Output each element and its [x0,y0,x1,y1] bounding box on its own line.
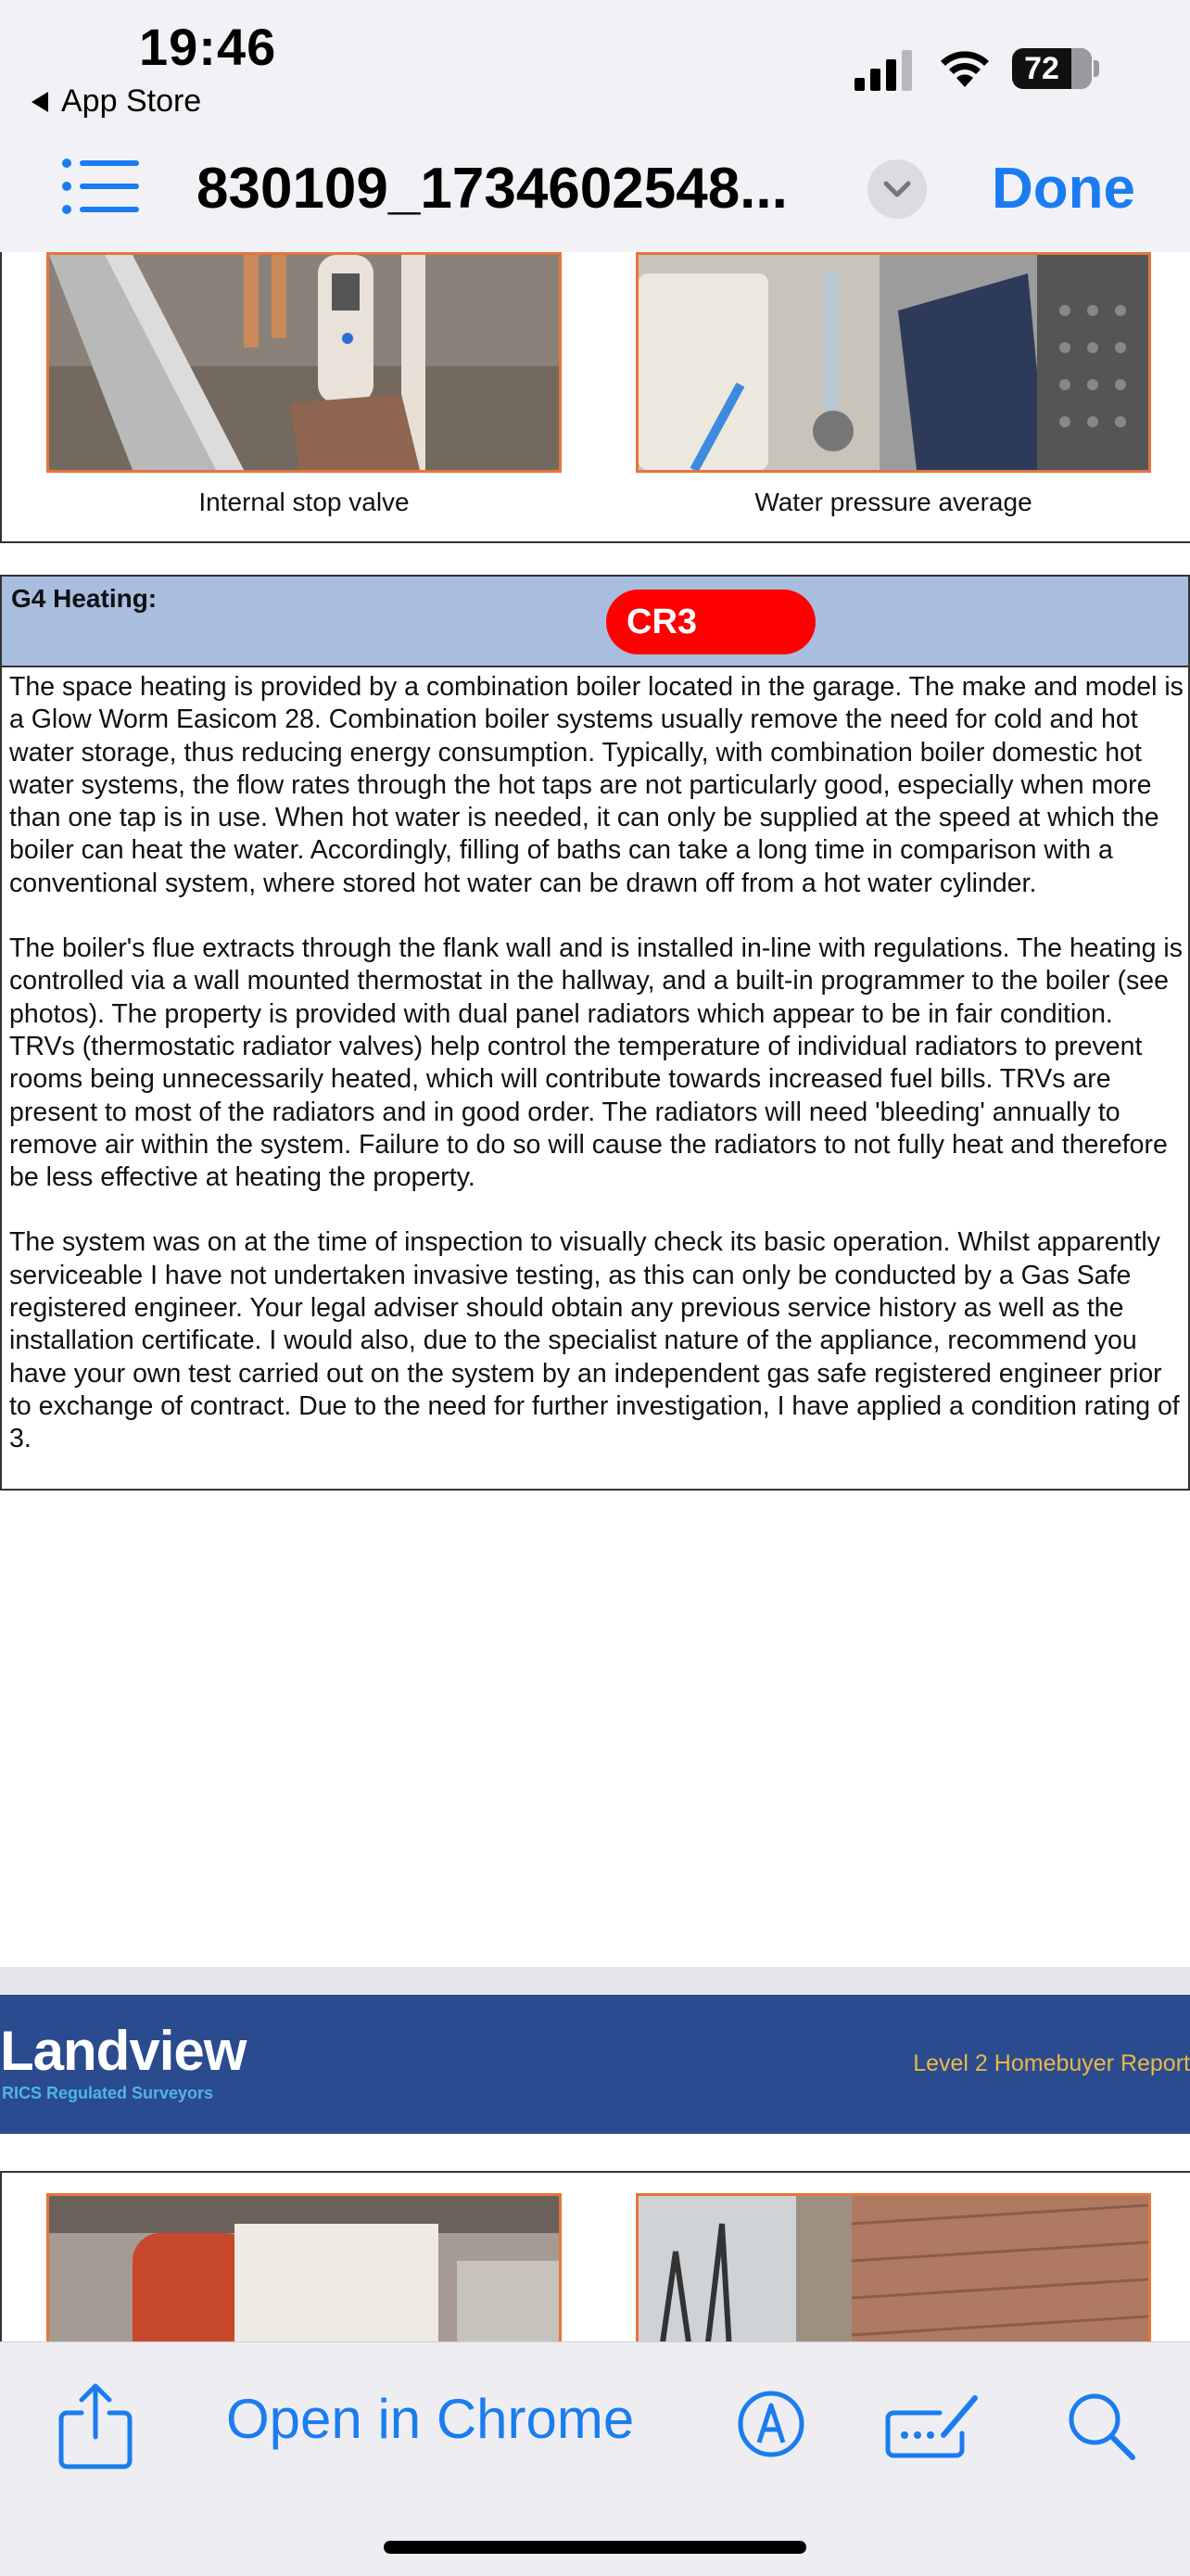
open-in-chrome-button[interactable]: Open in Chrome [226,2388,635,2450]
bottom-toolbar [0,2341,1190,2576]
photo-caption: Internal stop valve [198,488,410,516]
section-heading: G4 Heating: [11,584,158,613]
page-break [0,1967,1190,1995]
edit-form-icon[interactable] [884,2391,981,2461]
body-paragraph: The space heating is provided by a combination boiler located in the garage. The make and model is a Glow Worm Easicom 28. Combination boiler systems usually remove the need for cold and hot water storage, thus reducing energy consumption. Typically, with combination boiler domestic hot water systems, the flow rates through the hot taps are not particularly good, especially when more than one tap is in use. When hot water is needed, it can only be supplied at the speed at which the boiler can heat the water. Accordingly, filling of baths can take a long time in comparison with a conventional system, where stored hot water can be drawn off from a hot water cylinder. [9,672,1184,898]
water-pressure-photo [636,252,1151,473]
title-menu-button[interactable] [867,159,927,219]
home-indicator[interactable] [384,2541,806,2554]
pdf-document-view[interactable] [0,252,1190,2341]
markup-icon[interactable] [736,2389,806,2459]
battery-percent: 72 [1024,51,1059,86]
condition-rating-badge: CR3 [606,590,816,654]
search-icon[interactable] [1066,2391,1136,2461]
battery-tip [1094,60,1099,77]
list-icon[interactable] [61,158,139,215]
photo-caption: Water pressure average [754,488,1032,516]
back-app-label: App Store [61,83,202,119]
status-time: 19:46 [139,18,277,76]
done-button[interactable]: Done [992,157,1135,221]
report-header-banner [0,1995,1190,2134]
boiler-photo [46,2193,562,2341]
stop-valve-photo [46,252,562,473]
exterior-wall-photo [636,2193,1151,2341]
body-paragraph: The system was on at the time of inspection to visually check its basic operation. Whilst apparently serviceable I have not undertaken invasive testing, as this can only be conducted by a Gas Safe registered engineer. Your legal adviser should obtain any previous service history as well as the installation certificate. I would also, due to the specialist nature of the appliance, recommend you have your own test carried out on the system by an independent gas safe registered engineer prior to exchange of contract. Due to the need for further investigation, I have applied a condition rating of 3. [9,1227,1180,1454]
back-arrow-icon [32,92,48,112]
cellular-signal-icon [855,46,914,91]
company-tagline: RICS Regulated Surveyors [2,2084,214,2102]
body-paragraph: The boiler's flue extracts through the flank wall and is installed in-line with regulations. The heating is controlled via a wall mounted thermostat in the hallway, and a built-in programmer to the boiler (see photos). The property is provided with dual panel radiators which appear to be in fair condition. TRVs (thermostatic radiator valves) help control the temperature of individual radiators to prevent rooms being unnecessarily heated, which will contribute towards increased fuel bills. TRVs are present to most of the radiators and in good order. The radiators will need 'bleeding' annually to remove air within the system. Failure to do so will cause the radiators to not fully heat and therefore be less effective at heating the property. [9,933,1183,1193]
report-title: Level 2 Homebuyer Report [913,2050,1190,2076]
document-title[interactable]: 830109_1734602548... [196,157,788,221]
top-chrome [0,0,1190,253]
share-icon[interactable] [56,2381,135,2470]
back-to-app-button[interactable] [32,83,201,120]
company-logo: Landview [0,2020,247,2082]
chevron-down-icon [883,180,911,198]
battery-icon [1012,48,1092,89]
section-heading-band [0,575,1190,667]
wifi-icon [938,44,992,89]
section-body [0,667,1190,1491]
